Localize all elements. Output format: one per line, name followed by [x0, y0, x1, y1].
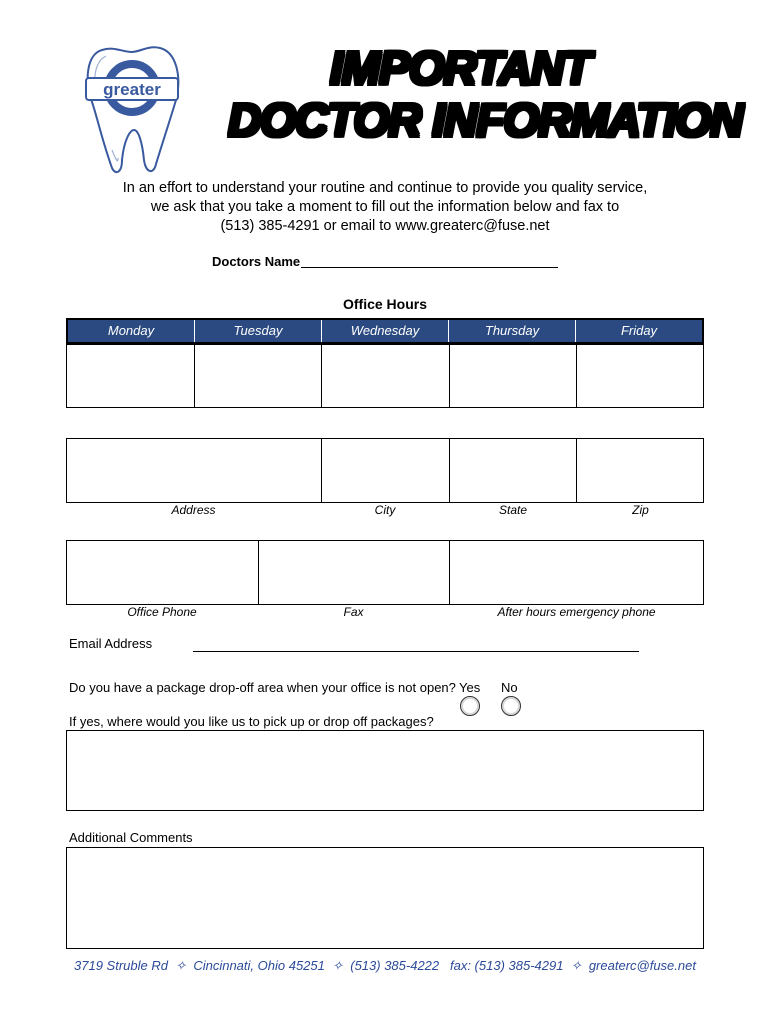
fax-caption: Fax: [343, 605, 364, 619]
doctors-name-label: Doctors Name: [212, 254, 301, 269]
emergency-phone-caption: After hours emergency phone: [497, 605, 656, 619]
hours-monday-field[interactable]: [67, 345, 195, 407]
city-caption: City: [374, 503, 396, 517]
star-icon: ✧: [332, 958, 343, 973]
yes-label: Yes: [459, 680, 481, 695]
yes-radio[interactable]: [460, 696, 480, 716]
intro-line-2: we ask that you take a moment to fill out the information below and fax to: [150, 199, 620, 215]
no-radio[interactable]: [501, 696, 521, 716]
title-line-2: DOCTOR INFORMATION: [228, 94, 743, 146]
hours-thursday-field[interactable]: [450, 345, 578, 407]
title-line-1: IMPORTANT: [330, 42, 591, 94]
office-phone-field[interactable]: [67, 541, 259, 604]
office-hours-header: [66, 318, 704, 344]
hours-friday-field[interactable]: [577, 345, 703, 407]
phone-grid: [66, 540, 704, 605]
address-field[interactable]: [67, 439, 322, 502]
zip-field[interactable]: [577, 439, 703, 502]
day-thursday: Thursday: [449, 320, 576, 342]
comments-field[interactable]: [66, 847, 704, 949]
email-label: Email Address: [69, 636, 153, 651]
footer-city: Cincinnati, Ohio 45251: [193, 958, 325, 973]
hours-wednesday-field[interactable]: [322, 345, 450, 407]
comments-label: Additional Comments: [69, 830, 193, 845]
star-icon: ✧: [570, 958, 582, 973]
state-caption: State: [498, 503, 528, 517]
state-field[interactable]: [450, 439, 578, 502]
office-hours-grid: [66, 344, 704, 408]
intro-text: [0, 179, 770, 236]
doctors-name-field[interactable]: [301, 267, 558, 268]
hours-tuesday-field[interactable]: [195, 345, 323, 407]
intro-line-1: In an effort to understand your routine and continue to provide you quality service,: [122, 180, 648, 196]
tooth-logo-icon: [82, 40, 182, 180]
footer-fax: fax: (513) 385-4291: [449, 958, 564, 973]
page-title-2: [228, 96, 742, 144]
day-monday: Monday: [68, 320, 195, 342]
city-field[interactable]: [322, 439, 450, 502]
footer-phone: (513) 385-4222: [350, 958, 440, 973]
page-title: [330, 44, 590, 92]
footer-contact: [0, 958, 770, 974]
logo: [82, 40, 182, 180]
intro-line-3: (513) 385-4291 or email to www.greaterc@fuse.net: [220, 218, 550, 234]
day-wednesday: Wednesday: [322, 320, 449, 342]
star-icon: ✧: [175, 958, 187, 973]
no-label: No: [501, 680, 518, 695]
email-field[interactable]: [193, 651, 639, 652]
day-friday: Friday: [620, 323, 658, 338]
emergency-phone-field[interactable]: [450, 541, 703, 604]
address-grid: [66, 438, 704, 503]
footer-email: greaterc@fuse.net: [588, 958, 696, 973]
pickup-location-field[interactable]: [66, 730, 704, 811]
footer-address: 3719 Struble Rd: [74, 958, 168, 973]
zip-caption: Zip: [632, 503, 649, 517]
office-hours-heading: Office Hours: [342, 296, 427, 312]
fax-field[interactable]: [259, 541, 450, 604]
address-caption: Address: [171, 503, 216, 517]
pickup-question: If yes, where would you like us to pick up or drop off packages?: [69, 714, 434, 729]
office-phone-caption: Office Phone: [127, 605, 197, 619]
day-tuesday: Tuesday: [195, 320, 322, 342]
logo-text: greater: [103, 80, 161, 99]
package-question: Do you have a package drop-off area when your office is not open?: [69, 680, 456, 695]
